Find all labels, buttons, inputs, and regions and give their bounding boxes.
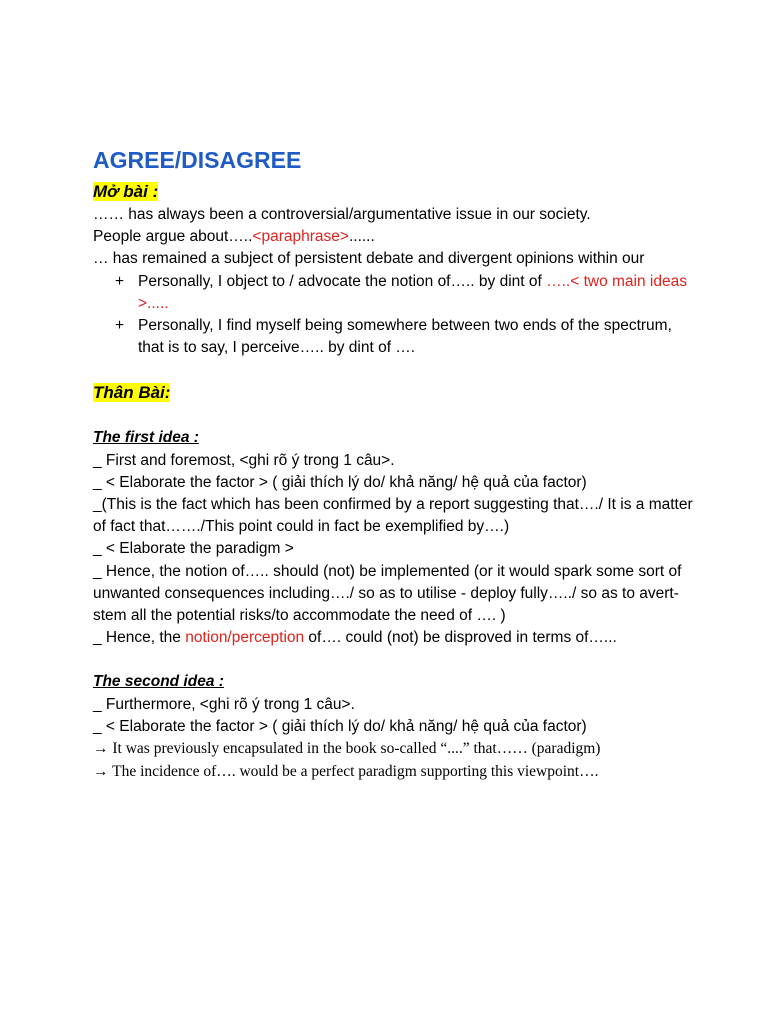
first-idea-line-3: _(This is the fact which has been confirmed by a report suggesting that…./ It is a matter of fact that……./This point could in fact be exemplified by….) xyxy=(93,496,693,536)
first-idea-line-5: _ Hence, the notion of….. should (not) be implemented (or it would spark some sort of unwanted consequences including…./ so as to utilise - deploy fully…../ so as to avert-stem all the potential risks/to accommodate the need of …. ) xyxy=(93,562,682,625)
intro-bullet-1-text: Personally, I object to / advocate the notion of….. by dint of xyxy=(138,272,547,290)
first-idea-line-1: _ First and foremost, <ghi rõ ý trong 1 câu>. xyxy=(93,451,395,469)
first-idea-line-4: _ < Elaborate the paradigm > xyxy=(93,540,294,558)
second-idea-line-1: _ Furthermore, <ghi rõ ý trong 1 câu>. xyxy=(93,695,355,713)
intro-line-2-before: People argue about….. xyxy=(93,228,253,246)
first-idea-line-6-after: of…. could (not) be disproved in terms of…... xyxy=(304,629,617,647)
document-content xyxy=(93,146,693,783)
intro-bullet-2-text: Personally, I find myself being somewhere between two ends of the spectrum, that is to say, I perceive….. by dint of …. xyxy=(138,317,672,357)
intro-bullet-list xyxy=(93,271,693,360)
intro-line-1: …… has always been a controversial/argumentative issue in our society. xyxy=(93,206,591,223)
intro-line-2-after: ...... xyxy=(348,228,375,246)
second-idea-line-3: → It was previously encapsulated in the book so-called “....” that…… (paradigm) xyxy=(93,740,601,758)
document-title: AGREE/DISAGREE xyxy=(93,147,302,173)
intro-line-2-paraphrase: <paraphrase> xyxy=(252,228,349,246)
intro-line-2 xyxy=(93,226,693,248)
intro-bullet-1-red: …..< two main ideas >..... xyxy=(138,272,687,312)
plus-bullet-icon: + xyxy=(115,272,125,290)
plus-bullet-icon: + xyxy=(115,317,125,335)
first-idea-line-6-before: _ Hence, the xyxy=(93,629,186,647)
first-idea-line-6 xyxy=(93,627,693,649)
intro-line-3: … has remained a subject of persistent debate and divergent opinions within our xyxy=(93,250,645,268)
first-idea-line-6-red: notion/perception xyxy=(185,629,305,647)
second-idea-line-2: _ < Elaborate the factor > ( giải thích lý do/ khả năng/ hệ quả của factor) xyxy=(93,717,587,735)
second-idea-heading: The second idea : xyxy=(93,673,224,691)
first-idea-line-2: _ < Elaborate the factor > ( giải thích lý do/ khả năng/ hệ quả của factor) xyxy=(93,473,587,491)
spacer xyxy=(93,649,693,671)
intro-heading-text: Mở bài : xyxy=(93,182,159,201)
second-idea-line-4: → The incidence of…. would be a perfect paradigm supporting this viewpoint…. xyxy=(93,762,599,780)
spacer xyxy=(93,405,693,427)
intro-bullet-2 xyxy=(93,315,693,359)
first-idea-heading: The first idea : xyxy=(93,429,199,447)
body-heading xyxy=(93,381,693,405)
body-heading-text: Thân Bài: xyxy=(93,383,171,403)
spacer xyxy=(93,359,693,381)
intro-bullet-1 xyxy=(93,271,693,315)
intro-heading xyxy=(93,180,693,204)
